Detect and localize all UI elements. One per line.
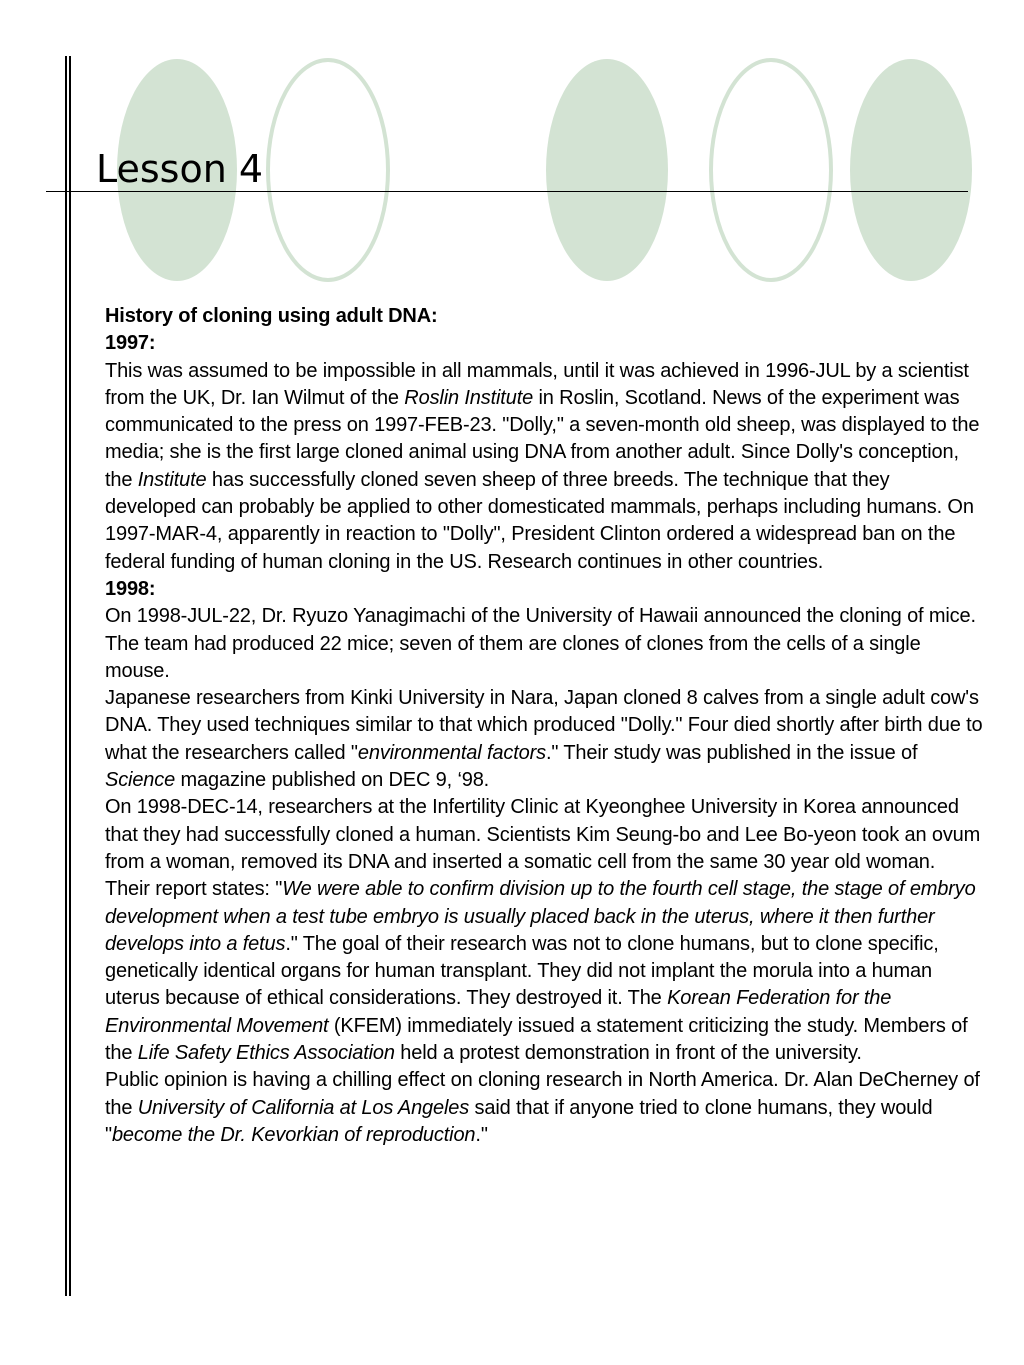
text-run: ." Their study was published in the issue of <box>545 741 918 764</box>
text-run: said that if anyone tried to clone humans, they would " <box>105 1096 933 1146</box>
text-run: in Roslin, Scotland. News of the experiment was communicated to the press on 1997-FEB-23. "Dolly," a seven-month old sheep, was displayed to the media; she is the first large cloned animal using DNA from another adult. Since Dolly's conception, the <box>105 386 980 491</box>
italic-run: University of California at Los Angeles <box>137 1096 470 1119</box>
italic-run: Roslin Institute <box>404 386 534 409</box>
italic-run: We were able to confirm division up to the fourth cell stage, the stage of embryo development when a test tube embryo is usually placed back in the uterus, where it then further develops into a fetus <box>105 878 976 955</box>
outline-oval <box>268 60 388 280</box>
text-run: has successfully cloned seven sheep of three breeds. The technique that they developed can probably be applied to other domesticated mammals, perhaps including humans. On 1997-MAR-4, apparently in reaction to "Dolly", President Clinton ordered a widespread ban on the federal funding of human cloning in the US. Research continues in other countries. <box>105 468 974 573</box>
paragraph-public-opinion <box>105 1067 985 1149</box>
italic-run: become the Dr. Kevorkian of reproduction <box>111 1123 476 1146</box>
text-run: On 1998-DEC-14, researchers at the Infertility Clinic at Kyeonghee University in Korea announced that they had successfully cloned a human. Scientists Kim Seung-bo and Lee Bo-yeon took an ovum from a woman, removed its DNA and inserted a somatic cell from the same 30 year old woman. Their report states: " <box>105 796 981 901</box>
paragraph-mice: On 1998-JUL-22, Dr. Ryuzo Yanagimachi of the University of Hawaii announced the cloning of mice. The team had produced 22 mice; seven of them are clones of clones from the cells of a single mouse. <box>105 605 976 682</box>
text-run: Japanese researchers from Kinki University in Nara, Japan cloned 8 calves from a single adult cow's DNA. They used techniques similar to that which produced "Dolly." Four died shortly after birth due to what the researchers called " <box>105 687 983 764</box>
outline-oval <box>711 60 831 280</box>
text-run: (KFEM) immediately issued a statement criticizing the study. Members of the <box>105 1014 968 1065</box>
italic-run: Korean Federation for the Environmental Movement <box>105 987 892 1037</box>
page-title: Lesson 4 <box>96 147 264 191</box>
vertical-rule-right <box>69 56 71 1296</box>
section-heading: History of cloning using adult DNA: <box>105 305 438 327</box>
text-run: magazine published on DEC 9, ‘98. <box>175 769 490 792</box>
body-text <box>105 303 985 1149</box>
italic-run: Institute <box>137 468 207 491</box>
paragraph-1997 <box>105 358 985 576</box>
text-run: held a protest demonstration in front of the university. <box>394 1042 862 1065</box>
paragraph-korea <box>105 794 985 1067</box>
text-run: This was assumed to be impossible in all mammals, until it was achieved in 1996-JUL by a scientist from the UK, Dr. Ian Wilmut of the <box>105 359 969 409</box>
paragraph-calves <box>105 685 985 794</box>
filled-oval <box>850 59 972 281</box>
italic-run: Science <box>105 769 176 792</box>
text-run: Public opinion is having a chilling effect on cloning research in North America. Dr. Alan DeCherney of the <box>105 1069 980 1119</box>
text-run: ." The goal of their research was not to clone humans, but to clone specific, genetically identical organs for human transplant. They did not implant the morula into a human uterus because of ethical considerations. They destroyed it. The <box>105 932 939 1010</box>
year-heading-1997: 1997: <box>105 332 156 355</box>
filled-oval <box>546 59 668 281</box>
italic-run: Life Safety Ethics Association <box>137 1042 395 1065</box>
text-run: ." <box>475 1123 488 1146</box>
year-heading-1998: 1998: <box>105 577 156 600</box>
italic-run: environmental factors <box>357 741 546 764</box>
vertical-rule-left <box>65 56 67 1296</box>
